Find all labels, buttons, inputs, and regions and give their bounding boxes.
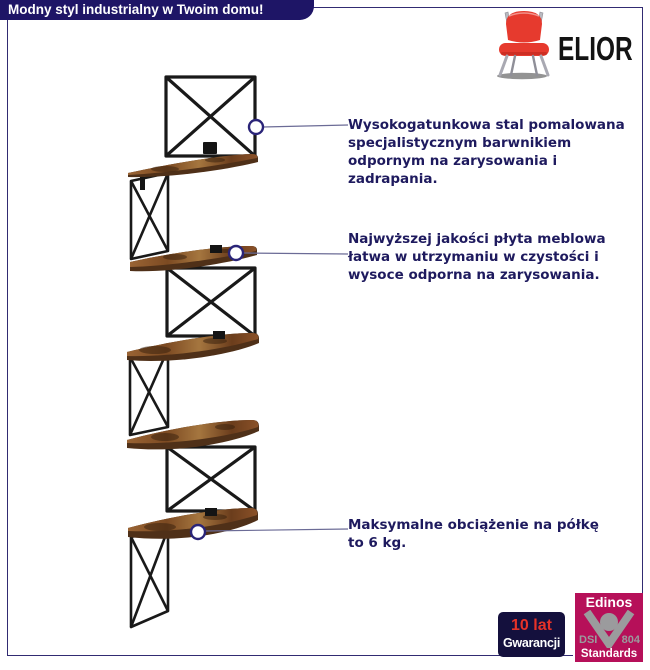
edinos-dsi-label: DSI bbox=[579, 634, 598, 646]
edinos-804-label: 804 bbox=[621, 634, 640, 646]
callout-board-line2: łatwa w utrzymaniu w czystości i bbox=[348, 249, 599, 265]
callout-steel bbox=[348, 116, 644, 188]
callout-steel-line3: odpornym na zarysowania i bbox=[348, 153, 558, 169]
callout-load bbox=[348, 516, 644, 552]
warranty-badge bbox=[498, 612, 565, 657]
callout-steel-line2: specjalistycznym barwnikiem bbox=[348, 135, 572, 151]
edinos-badge bbox=[573, 593, 643, 662]
callout-board bbox=[348, 230, 644, 284]
top-banner bbox=[0, 0, 314, 20]
warranty-years: 10 lat bbox=[511, 617, 552, 634]
callout-load-line1: Maksymalne obciążenie na półkę bbox=[348, 517, 599, 533]
banner-text: Modny styl industrialny w Twoim domu! bbox=[8, 2, 264, 17]
edinos-title: Edinos bbox=[585, 594, 633, 610]
corner-shelf-image bbox=[55, 65, 270, 640]
edinos-standards-label: Standards bbox=[580, 648, 638, 660]
red-chair-icon bbox=[496, 8, 554, 80]
callout-board-line1: Najwyższej jakości płyta meblowa bbox=[348, 231, 606, 247]
brand-name: ELIOR bbox=[558, 30, 633, 67]
callout-load-line2: to 6 kg. bbox=[348, 535, 407, 551]
callout-board-line3: wysoce odporna na zarysowania. bbox=[348, 267, 600, 283]
callout-steel-line4: zadrapania. bbox=[348, 171, 438, 187]
warranty-label: Gwarancji bbox=[502, 636, 561, 650]
brand-logo bbox=[488, 6, 644, 84]
callout-steel-line1: Wysokogatunkowa stal pomalowana bbox=[348, 117, 625, 133]
